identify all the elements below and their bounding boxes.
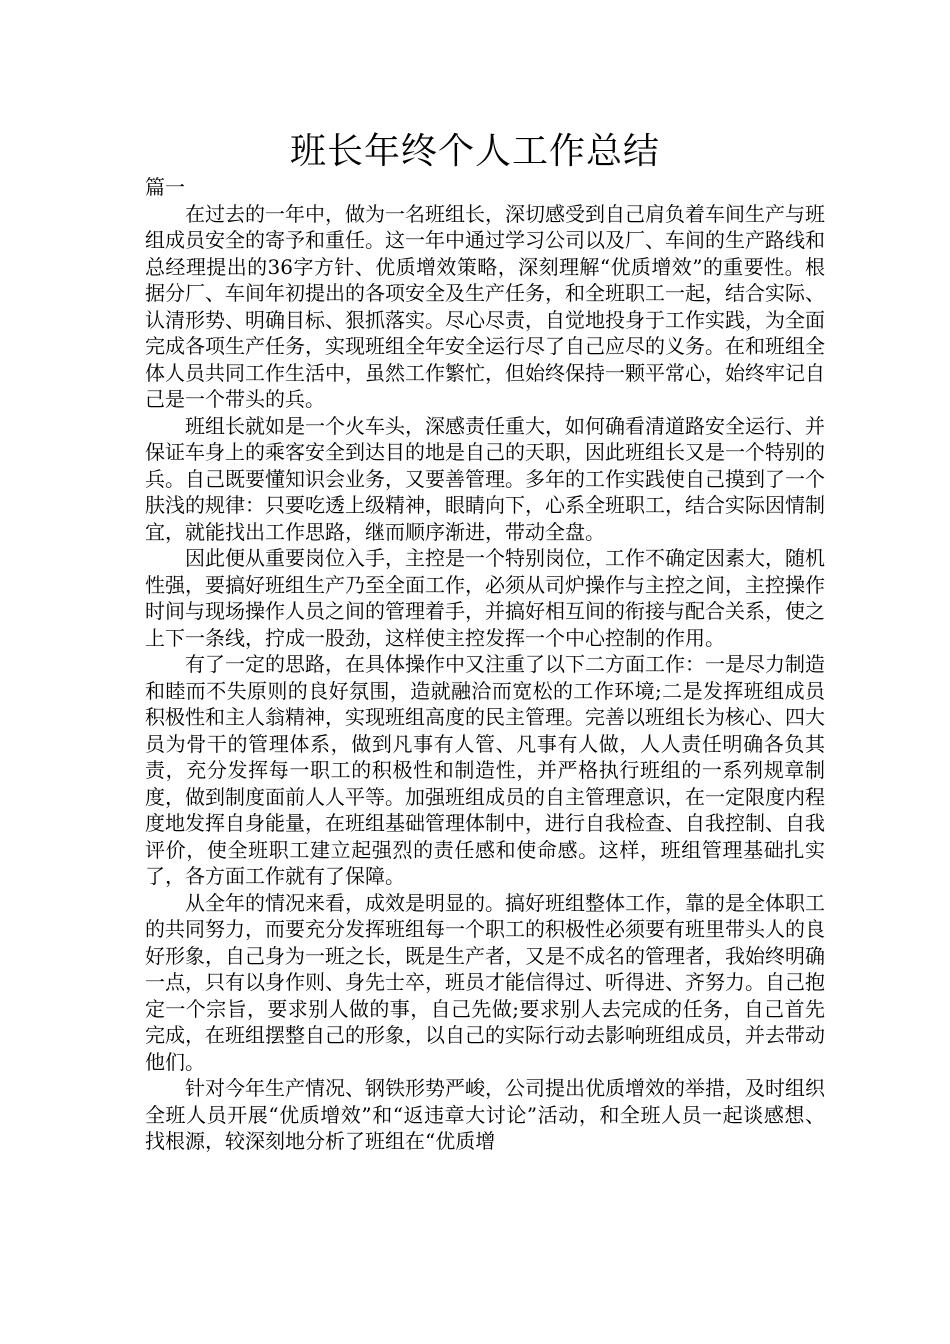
body-paragraph: 有了一定的思路，在具体操作中又注重了以下二方面工作：一是尽力制造和睦而不失原则的良好氛围，造就融洽而宽松的工作环境;二是发挥班组成员积极性和主人翁精神，实现班组高度的民主管理。完善以班组长为核心、四大员为骨干的管理体系，做到凡事有人管、凡事有人做，人人责任明确各负其责，充分发挥每一职工的积极性和制造性，并严格执行班组的一系列规章制度，做到制度面前人人平等。加强班组成员的自主管理意识，在一定限度内程度地发挥自身能量，在班组基础管理体制中，进行自我检查、自我控制、自我评价，使全班职工建立起强烈的责任感和使命感。这样，班组管理基础扎实了，各方面工作就有了保障。 — [145, 652, 825, 888]
document-title: 班长年终个人工作总结 — [289, 131, 660, 172]
body-paragraph: 班组长就如是一个火车头，深感责任重大，如何确看清道路安全运行、并保证车身上的乘客安全到达目的地是自己的天职，因此班组长又是一个特别的兵。自己既要懂知识会业务，又要善管理。多年的工作实践使自己摸到了一个肤浅的规律：只要吃透上级精神，眼睛向下，心系全班职工，结合实际因情制宜，就能找出工作思路，继而顺序渐进，带动全盘。 — [145, 413, 825, 544]
body-paragraph: 针对今年生产情况、钢铁形势严峻，公司提出优质增效的举措，及时组织全班人员开展“优质增效”和“返违章大讨论”活动，和全班人员一起谈感想、找根源，较深刻地分析了班组在“优质增 — [145, 1076, 825, 1153]
body-paragraph: 在过去的一年中，做为一名班组长，深切感受到自己肩负着车间生产与班组成员安全的寄予和重任。这一年中通过学习公司以及厂、车间的生产路线和总经理提出的36字方针、优质增效策略，深刻理解“优质增效”的重要性。根据分厂、车间年初提出的各项安全及生产任务，和全班职工一起，结合实际、认清形势、明确目标、狠抓落实。尽心尽责，自觉地投身于工作实践，为全面完成各项生产任务，实现班组全年安全运行尽了自己应尽的义务。在和班组全体人员共同工作生活中，虽然工作繁忙，但始终保持一颗平常心，始终牢记自己是一个带头的兵。 — [145, 201, 825, 411]
section-label: 篇一 — [145, 175, 185, 199]
body-paragraph: 因此便从重要岗位入手，主控是一个特别岗位，工作不确定因素大，随机性强，要搞好班组生产乃至全面工作，必须从司炉操作与主控之间，主控操作时间与现场操作人员之间的管理着手，并搞好相互间的衔接与配合关系，使之上下一条线，拧成一股劲，这样使主控发挥一个中心控制的作用。 — [145, 546, 825, 650]
body-paragraph: 从全年的情况来看，成效是明显的。搞好班组整体工作，靠的是全体职工的共同努力，而要充分发挥班组每一个职工的积极性必须要有班里带头人的良好形象，自己身为一班之长，既是生产者，又是不成名的管理者，我始终明确一点，只有以身作则、身先士卒，班员才能信得过、听得进、齐努力。自己抱定一个宗旨，要求别人做的事，自己先做;要求别人去完成的任务，自己首先完成，在班组摆整自己的形象，以自己的实际行动去影响班组成员，并去带动他们。 — [145, 890, 825, 1074]
document-body — [145, 174, 825, 1155]
